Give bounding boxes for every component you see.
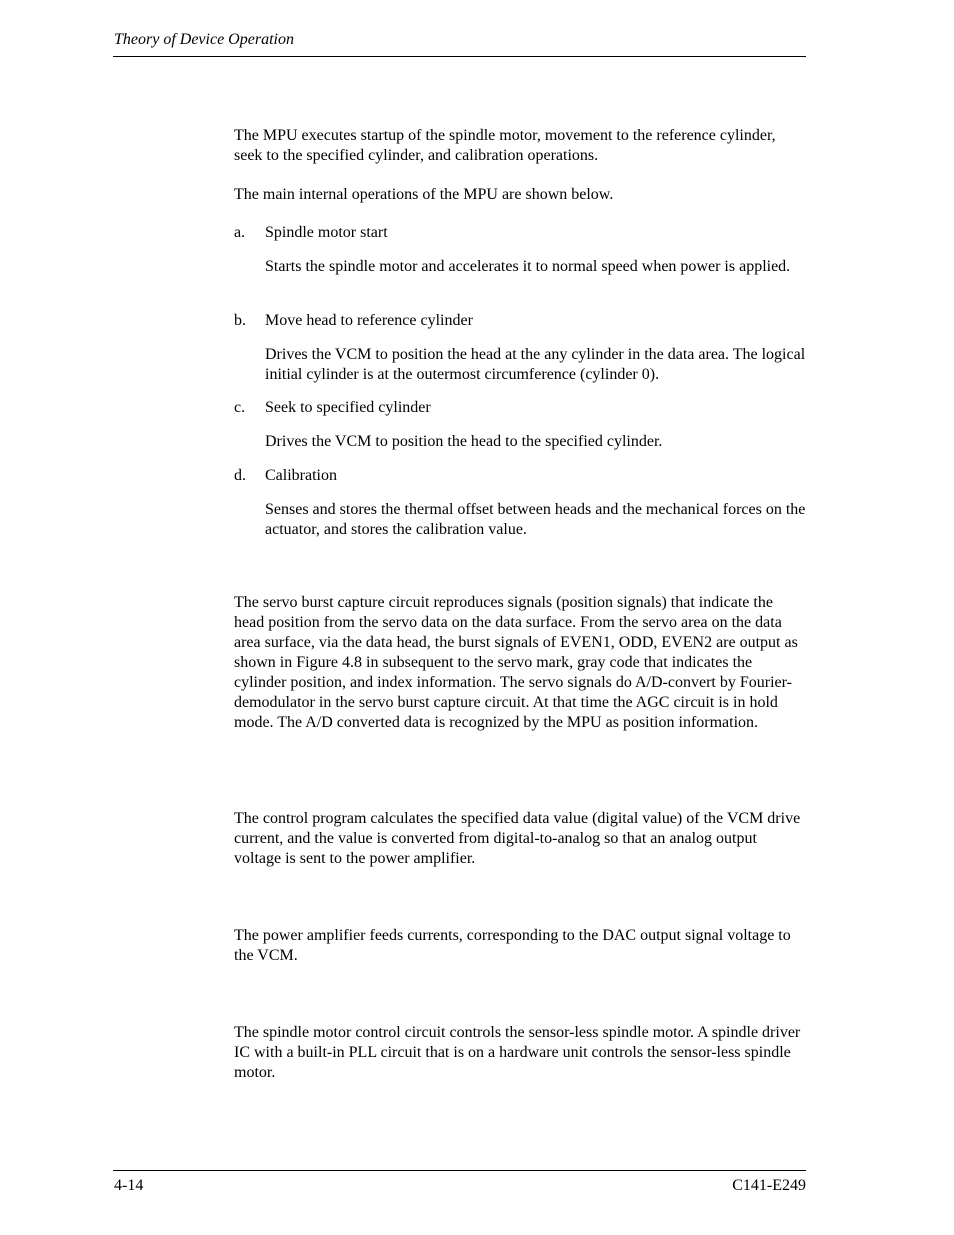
list-item-marker: b.	[234, 312, 246, 329]
list-item-body: Drives the VCM to position the head to the specified cylinder.	[265, 433, 663, 450]
list-item-marker: a.	[234, 224, 246, 241]
spindle-control-paragraph: The spindle motor control circuit controls the sensor-less spindle motor. A spindle driver IC with a built-in PLL circuit that is on a hardware unit controls the sensor-less spindle motor.	[234, 1024, 801, 1081]
intro-paragraph-1: The MPU executes startup of the spindle motor, movement to the reference cylinder, seek to the specified cylinder, and calibration operations.	[234, 127, 776, 164]
list-item-title: Spindle motor start	[265, 224, 388, 241]
dac-paragraph: The control program calculates the specified data value (digital value) of the VCM drive current, and the value is converted from digital-to-analog so that an analog output voltage is sent to the power amplifier.	[234, 810, 801, 867]
header-rule	[113, 56, 806, 57]
list-item-body: Senses and stores the thermal offset between heads and the mechanical forces on the actuator, and stores the calibration value.	[265, 501, 806, 538]
list-item-marker: d.	[234, 467, 246, 484]
list-item-body: Starts the spindle motor and accelerates it to normal speed when power is applied.	[265, 258, 791, 275]
list-item-title: Calibration	[265, 467, 337, 484]
list-item-body: Drives the VCM to position the head at the any cylinder in the data area. The logical initial cylinder is at the outermost circumference (cylinder 0).	[265, 346, 806, 383]
page-number: 4-14	[114, 1177, 144, 1194]
servo-burst-paragraph: The servo burst capture circuit reproduces signals (position signals) that indicate the head position from the servo data on the data surface. From the servo area on the data area surface, via the data head, the burst signals of EVEN1, ODD, EVEN2 are output as shown in Figure 4.8 in subsequent to the servo mark, gray code that indicates the cylinder position, and index information. The servo signals do A/D-convert by Fourier-demodulator in the servo burst capture circuit. At that time the AGC circuit is in hold mode. The A/D converted data is recognized by the MPU as position information.	[234, 594, 798, 731]
running-header-title: Theory of Device Operation	[114, 31, 294, 48]
list-item-marker: c.	[234, 399, 246, 416]
intro-paragraph-2: The main internal operations of the MPU are shown below.	[234, 186, 614, 203]
power-amplifier-paragraph: The power amplifier feeds currents, corresponding to the DAC output signal voltage to the VCM.	[234, 927, 791, 964]
document-id: C141-E249	[732, 1177, 806, 1194]
list-item-title: Move head to reference cylinder	[265, 312, 473, 329]
list-item-title: Seek to specified cylinder	[265, 399, 431, 416]
footer-rule	[113, 1170, 806, 1171]
